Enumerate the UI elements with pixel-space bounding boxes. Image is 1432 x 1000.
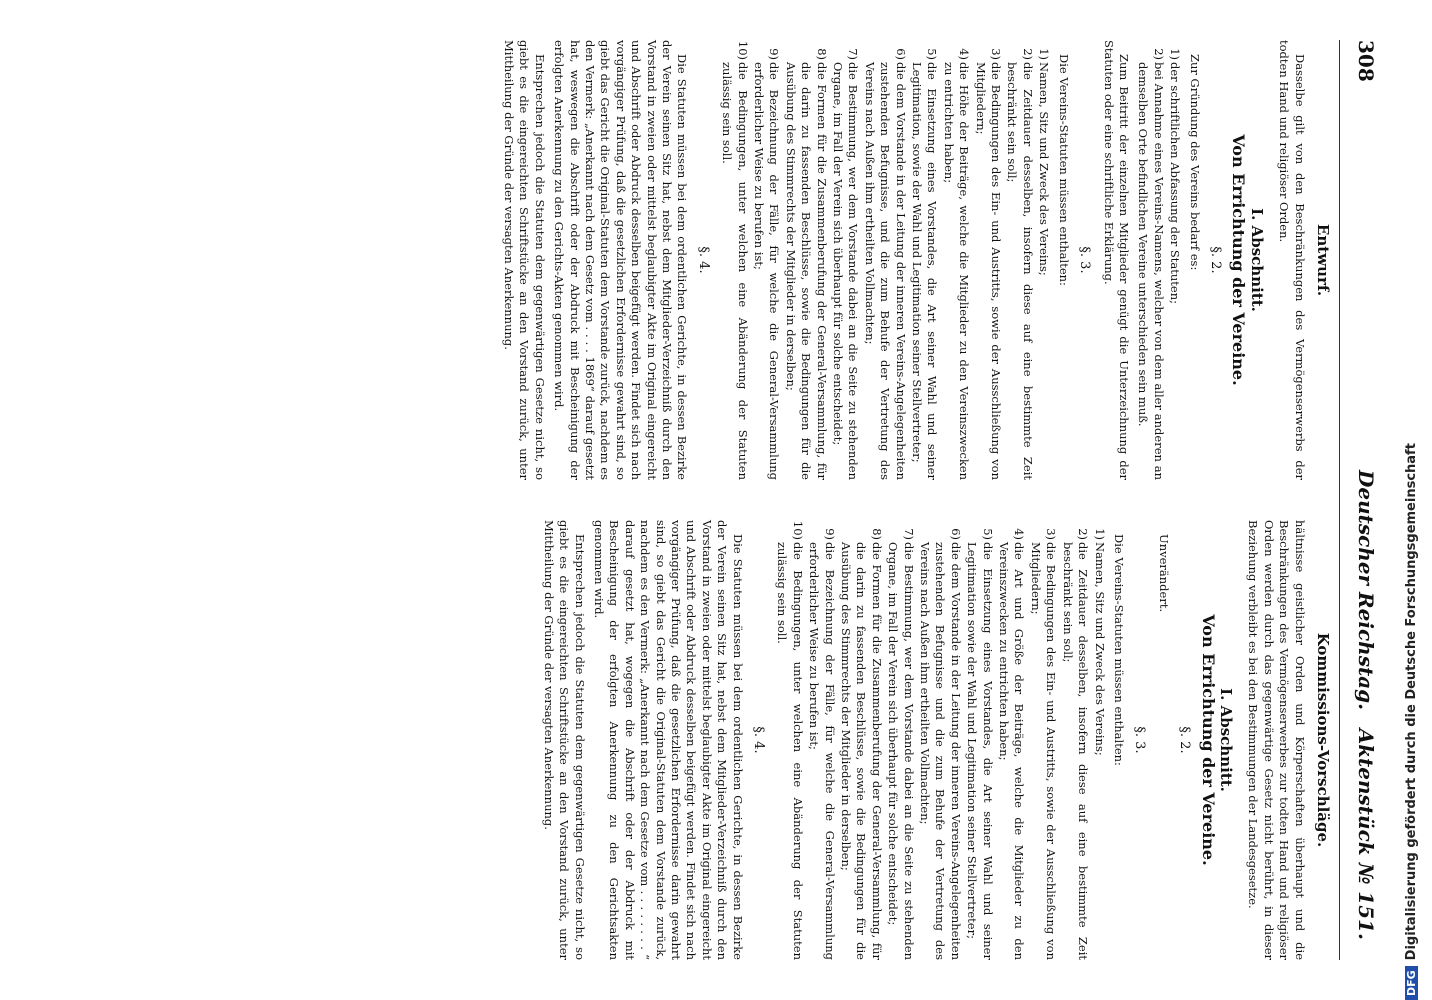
section-subtitle: Von Errichtung der Vereine. bbox=[1229, 134, 1249, 386]
header-title: Deutscher Reichstag. bbox=[1354, 470, 1378, 711]
list-item bbox=[806, 520, 837, 960]
list-item bbox=[1004, 40, 1035, 480]
item-number: 9) bbox=[767, 48, 782, 60]
header-rule bbox=[1339, 40, 1340, 960]
column-title: Kommissions-Vorschläge. bbox=[1314, 632, 1332, 848]
paragraph-4-text bbox=[540, 520, 744, 960]
item-number: 2) bbox=[1151, 48, 1166, 60]
item-text: die Art und Größe der Beiträge, welche die Mitglieder zu den Vereinszwecken zu entrichten haben; bbox=[997, 542, 1027, 960]
list-item bbox=[838, 520, 884, 960]
item-number: 2) bbox=[1020, 48, 1035, 60]
document-number: Aktenstück № 151. bbox=[1354, 728, 1378, 940]
item-number: 2) bbox=[1076, 528, 1091, 540]
item-text: die dem Vorstande in der Leitung der inneren Vereins-Angelegenheiten zustehenden Befugnisse, und die zum Behufe der Vertretung des Vereins nach Außen ihm ertheilten Vollmachten; bbox=[862, 62, 908, 480]
item-number: 9) bbox=[822, 528, 837, 540]
item-text: Namen, Sitz und Zweck des Vereins; bbox=[1037, 62, 1052, 276]
item-text: die Bedingungen, unter welchen eine Abänderung der Statuten zulässig sein soll. bbox=[775, 542, 805, 960]
list-item bbox=[719, 40, 750, 480]
paragraph-2-heading: §. 2. bbox=[1207, 246, 1223, 274]
list-item bbox=[972, 40, 1003, 480]
section-title: I. Abschnitt. bbox=[1247, 208, 1266, 312]
list-item bbox=[996, 520, 1027, 960]
item-number: 4) bbox=[1012, 528, 1027, 540]
paragraph-3-heading: §. 3. bbox=[1132, 726, 1148, 754]
list-item bbox=[1135, 40, 1166, 480]
item-text: der schriftlichen Abfassung der Statuten; bbox=[1168, 62, 1183, 305]
list-item bbox=[909, 40, 940, 480]
paragraph-2-heading: §. 2. bbox=[1177, 726, 1193, 754]
list-item bbox=[940, 40, 971, 480]
paragraph-3-heading: §. 3. bbox=[1077, 246, 1093, 274]
draft-column bbox=[497, 40, 1331, 480]
list-item bbox=[1028, 520, 1059, 960]
paragraph: Die Statuten müssen bei dem ordentlichen Gerichte, in dessen Bezirke der Verein seinen Sitz hat, nebst dem Mitglieder-Verzeichniß durch den Vorstand in zweien oder mittelst beglaubigter Akte im Original eingereicht und Abschrift oder Abdruck desselben beigefügt werden. Findet sich nach vorgängiger Prüfung, daß die gesetzlichen Erfordernisse darin gewahrt sind, so giebt das Gericht die Original-Statuten dem Vorstande zurück, nachdem es den Vermerk: „Anerkannt nach dem Gesetze vom . . . . . . . . “ darauf gesetzt hat, wogegen die Abschrift oder der Abdruck mit Bescheinigung der erfolgten Anerkennung zu den Gerichtsakten genommen wird. bbox=[591, 520, 745, 960]
paragraph: Die Statuten müssen bei dem ordentlichen Gerichte, in dessen Bezirke der Verein seinen Sitz hat, nebst dem Mitglieder-Verzeichniß durch den Vorstand in zweien oder mittelst beglaubigter Akte im Original eingereicht und Abschrift oder Abdruck desselben beigefügt werden. Findet sich nach vorgängiger Prüfung, daß die gesetzlichen Erfordernisse gewahrt sind, so giebt das Gericht die Original-Statuten dem Vorstande zurück, nachdem es den Vermerk: „Anerkannt nach dem Gesetz vom . . . . 1869“ darauf gesetzt hat, weswegen die Abschrift oder der Abdruck mit Bescheinigung der erfolgten Anerkennung zu den Gerichts-Akten genommen wird. bbox=[552, 40, 690, 480]
item-text: die Bestimmung, wer dem Vorstande dabei an die Seite zu stehenden Organe, im Fall der Verein sich überhaupt für solche entscheidet; bbox=[886, 542, 916, 960]
paragraph-4-heading: §. 4. bbox=[695, 246, 711, 274]
paragraph-2-text: Zur Gründung des Vereins bedarf es: bbox=[1187, 54, 1202, 271]
digitization-credit bbox=[1404, 0, 1432, 1000]
item-number: 3) bbox=[1044, 528, 1059, 540]
item-text: die Bedingungen, unter welchen eine Abänderung der Statuten zulässig sein soll. bbox=[720, 62, 750, 480]
paragraph-2-text: Unverändert. bbox=[1156, 534, 1171, 613]
item-text: die Höhe der Beiträge, welche die Mitglieder zu den Vereinszwecken zu entrichten haben; bbox=[941, 62, 972, 480]
item-number: 6) bbox=[893, 48, 908, 60]
item-text: die Einsetzung eines Vorstandes, die Art seiner Wahl und seiner Legitimation sowie der Wahl und Legitimation seiner Stellvertreter; bbox=[965, 542, 995, 960]
item-text: bei Annahme eines Vereins-Namens, welcher von dem aller anderen an demselben Orte befindlichen Vereine unterschieden sein muß. bbox=[1136, 62, 1166, 480]
list-item bbox=[885, 520, 916, 960]
item-number: 7) bbox=[901, 528, 916, 540]
item-number: 8) bbox=[869, 528, 884, 540]
item-text: die Bedingungen des Ein- und Austritts, sowie der Ausschließung von Mitgliedern; bbox=[1028, 542, 1059, 960]
paragraph-4-heading: §. 4. bbox=[751, 726, 766, 754]
item-number: 10) bbox=[735, 40, 750, 60]
list-item bbox=[861, 40, 907, 480]
commission-column bbox=[536, 520, 1330, 960]
paragraph: Dasselbe gilt von den Beschränkungen des Vermögenserwerbs der todten Hand und religiöser Orden. bbox=[1277, 40, 1307, 480]
paragraph-2-items bbox=[1135, 40, 1182, 480]
page-header bbox=[1346, 40, 1382, 960]
item-number: 1) bbox=[1037, 48, 1052, 60]
paragraph: hältnisse geistlicher Orden und Körperschaften überhaupt und die Beschränkungen des Vermögenserwerbes zur todten Hand und religiöser Orden werden durch das gegenwärtige Gesetz nicht berührt, in dieser Beziehung verbleibt es bei den Bestimmungen der Landesgesetze. bbox=[1246, 520, 1307, 960]
paragraph-3-items bbox=[774, 520, 1107, 960]
item-number: 8) bbox=[814, 48, 829, 60]
item-text: die Formen für die Zusammenberufung der General-Versammlung, für die darin zu fassenden Beschlüsse, sowie die Bedingungen für die Ausübung des Stimmrechts der Mitglieder in derselben; bbox=[783, 62, 829, 480]
section-subtitle: Von Errichtung der Vereine. bbox=[1198, 614, 1218, 866]
list-item bbox=[751, 40, 782, 480]
paragraph-3-intro: Die Vereins-Statuten müssen enthalten: bbox=[1056, 54, 1071, 286]
item-number: 6) bbox=[948, 528, 963, 540]
list-item bbox=[830, 40, 861, 480]
item-number: 5) bbox=[925, 48, 940, 60]
item-number: 4) bbox=[957, 48, 972, 60]
item-number: 1) bbox=[1092, 528, 1107, 540]
item-text: die Einsetzung eines Vorstandes, die Art seiner Wahl und seiner Legitimation, sowie der Wahl und Legitimation seiner Stellvertreter; bbox=[910, 62, 940, 480]
item-number: 3) bbox=[989, 48, 1004, 60]
dfg-logo: DFG bbox=[1405, 966, 1418, 1000]
item-text: die Bezeichnung der Fälle, für welche die General-Versammlung erforderlicher Weise zu berufen ist; bbox=[752, 62, 782, 480]
item-number: 5) bbox=[980, 528, 995, 540]
item-text: Namen, Sitz und Zweck des Vereins; bbox=[1092, 542, 1107, 756]
item-text: die Bedingungen des Ein- und Austritts, sowie der Ausschließung von Mitgliedern; bbox=[973, 62, 1004, 480]
item-text: die dem Vorstande in der Leitung der inneren Vereins-Angelegenheiten zustehenden Befugnisse und die zum Behufe der Vertretung des Vereins nach Außen ihm ertheilten Vollmachten; bbox=[918, 542, 963, 960]
list-item bbox=[964, 520, 995, 960]
page-number: 308 bbox=[1354, 40, 1378, 82]
item-text: die Zeitdauer desselben, insofern diese auf eine bestimmte Zeit beschränkt sein soll; bbox=[1005, 62, 1035, 480]
list-item bbox=[1059, 520, 1090, 960]
intro-text bbox=[1245, 520, 1307, 960]
list-item bbox=[917, 520, 963, 960]
paragraph-3-items bbox=[719, 40, 1052, 480]
credit-text: Digitalisierung gefördert durch die Deutsche Forschungsgemeinschaft bbox=[1404, 443, 1419, 961]
item-text: die Bezeichnung der Fälle, für welche die General-Versammlung erforderlicher Weise zu berufen ist; bbox=[807, 542, 837, 960]
paragraph: Entsprechen jedoch die Statuten dem gegenwärtigen Gesetze nicht, so giebt es die eingereichten Schriftstücke an den Vorstand zurück, unter Mittheilung der Gründe der versagten Anerkennung. bbox=[541, 520, 587, 960]
item-text: die Zeitdauer desselben, insofern diese auf eine bestimmte Zeit beschränkt sein soll; bbox=[1060, 542, 1091, 960]
column-title: Entwurf. bbox=[1314, 223, 1332, 297]
paragraph-3-intro: Die Vereins-Statuten müssen enthalten: bbox=[1111, 534, 1126, 766]
list-item bbox=[782, 40, 828, 480]
item-number: 7) bbox=[846, 48, 861, 60]
list-item bbox=[1091, 520, 1106, 960]
section-title: I. Abschnitt. bbox=[1216, 688, 1235, 792]
intro-text bbox=[1276, 40, 1307, 480]
list-item bbox=[1167, 40, 1182, 480]
paragraph: Entsprechen jedoch die Statuten dem gegenwärtigen Gesetze nicht, so giebt es die eingereichten Schriftstücke an den Vorstand zurück, unter Mittheilung der Gründe der versagten Anerkennung. bbox=[501, 40, 547, 480]
item-text: die Formen für die Zusammenberufung der General-Versammlung, für die darin zu fassenden Beschlüsse, sowie die Bedingungen für die Ausübung des Stimmrechts der Mitglieder in derselben; bbox=[839, 542, 884, 960]
list-item bbox=[774, 520, 805, 960]
item-number: 1) bbox=[1168, 48, 1183, 60]
paragraph-4-text bbox=[501, 40, 690, 480]
list-item bbox=[1036, 40, 1051, 480]
item-number: 10) bbox=[790, 520, 805, 540]
paragraph-2-after: Zum Beitritt der einzelnen Mitglieder genügt die Unterzeichnung der Statuten oder eine schriftliche Erklärung. bbox=[1101, 40, 1131, 480]
item-text: die Bestimmung, wer dem Vorstande dabei an die Seite zu stehenden Organe, im Fall der Verein sich überhaupt für solche entscheidet; bbox=[831, 62, 861, 480]
